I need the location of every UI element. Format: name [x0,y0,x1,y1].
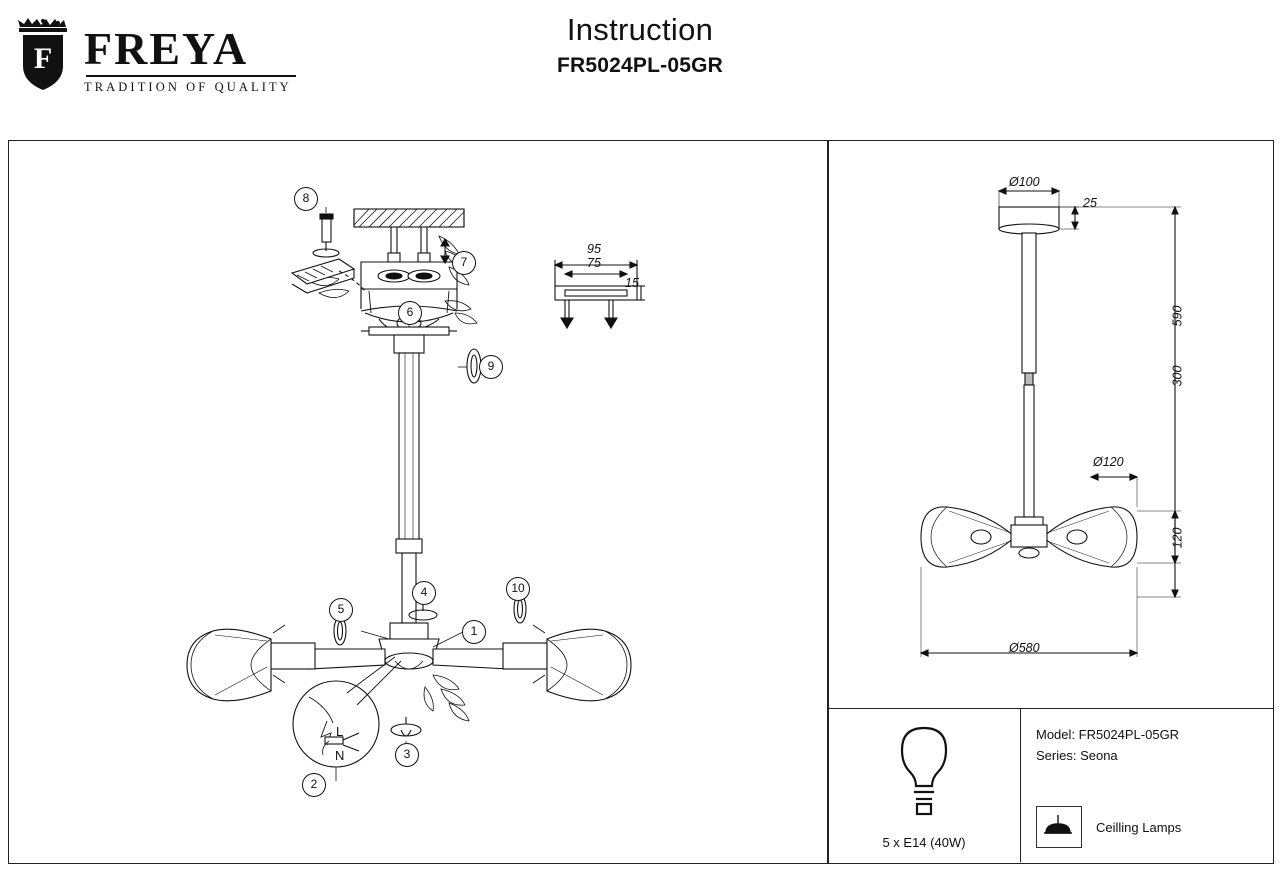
dimension-drawing-panel [828,140,1274,710]
callout-9: 9 [479,355,503,379]
dim-height-min: 300 [1170,365,1185,387]
svg-text:F: F [33,42,53,75]
dim-shade-diameter: Ø120 [1093,455,1124,469]
category-label: Ceilling Lamps [1096,819,1182,835]
callout-4: 4 [412,581,436,605]
product-spec-list [1036,724,1179,766]
callout-2: 2 [302,773,326,797]
bulb-caption: 5 x E14 (40W) [882,835,966,850]
terminal-label-l: L [336,724,344,739]
dim-canopy-diameter: Ø100 [1009,175,1040,189]
ceiling-lamp-icon [1036,806,1082,848]
callout-6: 6 [398,301,422,325]
bracket-dim-15: 15 [625,276,639,290]
brand-name: FREYA [84,23,249,74]
spec-divider [1020,708,1021,862]
dim-shade-height: 120 [1170,527,1185,549]
product-code: FR5024PL-05GR [557,54,723,77]
page-header [0,0,1280,118]
category-row [1036,806,1181,848]
light-bulb-icon [828,714,1020,824]
callout-1: 1 [462,620,486,644]
dim-canopy-height: 25 [1083,196,1097,210]
bracket-dim-75: 75 [587,256,601,270]
dim-height-max: 590 [1170,305,1185,327]
title-block [0,12,1280,78]
callout-5: 5 [329,598,353,622]
callout-8: 8 [294,187,318,211]
brand-tagline: TRADITION OF QUALITY [84,80,292,94]
terminal-label-n: N [335,748,345,763]
callout-7: 7 [452,251,476,275]
bulb-spec-block [828,708,1020,862]
callout-10: 10 [506,577,530,601]
bracket-dim-95: 95 [587,242,601,256]
assembly-diagram-panel [8,140,828,864]
page-title: Instruction [566,12,714,47]
spec-model: Model: FR5024PL-05GR [1036,727,1180,742]
dimension-drawing [829,141,1271,707]
callout-3: 3 [395,743,419,767]
spec-series: Series: Seona [1036,748,1118,763]
dim-overall-diameter: Ø580 [1009,641,1040,655]
